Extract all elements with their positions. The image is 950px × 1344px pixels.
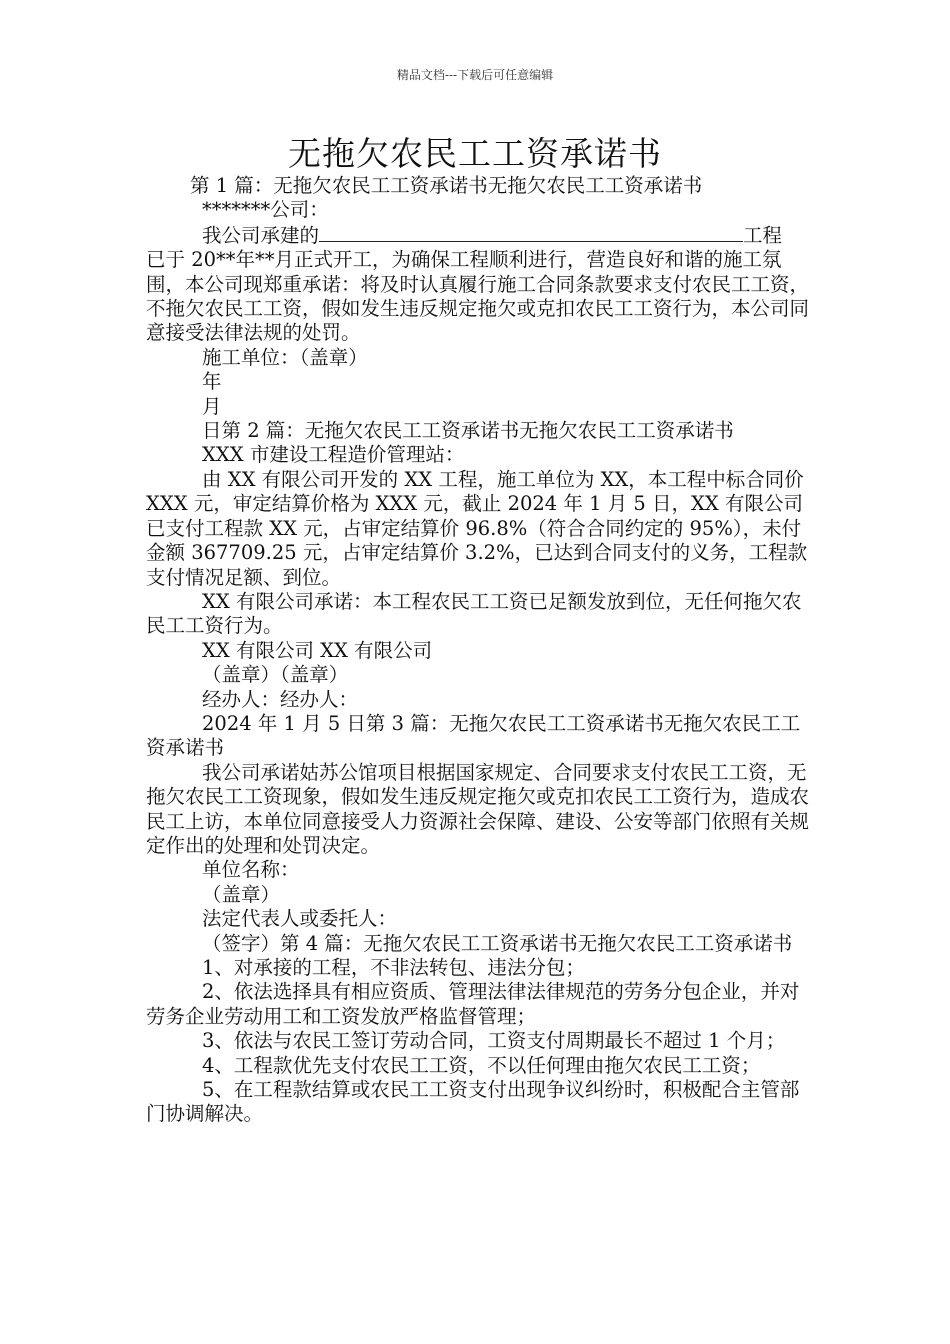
chapter-2-body: 由 XX 有限公司开发的 XX 工程，施工单位为 XX，本工程中标合同价 XXX 元，审定结算价格为 XXX 元，截止 2024 年 1 月 5 日，XX 有限公司已支付工程款 XX 元，占审定结算价 96.8%（符合合同约定的 95%），未付金额 367709.25 元，占审定结算价 3.2%，已达到合同支付的义务，工程款支付情况足额、到位。 [146,467,808,589]
chapter-3-body: 我公司承诺姑苏公馆项目根据国家规定、合同要求支付农民工工资，无拖欠农民工工资现象，假如发生违反规定拖欠或克扣农民工工资行为，造成农民工上访，本单位同意接受人力资源社会保障、建设、公安等部门依照有关规定作出的处理和处罚决定。 [146,760,810,857]
chapter-1-body: 已于 20**年**月正式开工，为确保工程顺利进行，营造良好和谐的施工氛围，本公司现郑重承诺：将及时认真履行施工合同条款要求支付农民工工资，不拖欠农民工工资，假如发生违反规定拖欠或克扣农民工工资行为，本公司同意接受法律法规的处罚。 [146,248,810,345]
chapter-1-intro-line [146,223,810,248]
document-body [146,174,810,1127]
chapter-1-heading: 第 1 篇：无拖欠农民工工资承诺书无拖欠农民工工资承诺书 [190,174,703,197]
intro-suffix: 工程 [743,223,783,247]
chapter-2-companies: XX 有限公司 XX 有限公司 [202,638,433,662]
chapter-1-unit: 施工单位：（盖章） [202,345,368,369]
chapter-2-promise: XX 有限公司承诺：本工程农民工工资已足额发放到位，无任何拖欠农民工工资行为。 [146,589,802,638]
chapter-3-unit-name: 单位名称： [202,858,300,882]
chapter-2-heading: 日第 2 篇：无拖欠农民工工资承诺书无拖欠农民工工资承诺书 [202,419,734,443]
chapter-3-representative: 法定代表人或委托人： [202,907,398,931]
chapter-4-heading: （签字）第 4 篇：无拖欠农民工工资承诺书无拖欠农民工工资承诺书 [202,931,793,955]
chapter-2-handlers: 经办人：经办人： [202,687,359,711]
list-item: 2、依法选择具有相应资质、管理法律法律规范的劳务分包企业，并对劳务企业劳动用工和工资发放严格监督管理； [146,980,800,1028]
chapter-2-addressee: XXX 市建设工程造价管理站： [202,443,465,467]
chapter-1-year: 年 [202,370,222,394]
project-name-blank [319,223,743,242]
list-item: 4、工程款优先支付农民工工资，不以任何理由拖欠农民工工资； [202,1053,761,1077]
document-title: 无拖欠农民工工资承诺书 [288,134,662,173]
intro-prefix: 我公司承建的 [202,223,320,247]
chapter-2-seals: （盖章）（盖章） [202,663,349,687]
list-item: 5、在工程款结算或农民工工资支付出现争议纠纷时，积极配合主管部门协调解决。 [146,1078,800,1126]
list-item: 1、对承接的工程，不非法转包、违法分包； [202,956,585,979]
list-item: 3、依法与农民工签订劳动合同，工资支付周期最长不超过 1 个月； [202,1029,786,1053]
chapter-3-seal: （盖章） [202,882,281,906]
page-header: 精品文档---下载后可任意编辑 [396,68,554,82]
chapter-1-addressee: *******公司： [202,198,329,222]
chapter-1-month: 月 [202,394,222,418]
chapter-3-heading: 2024 年 1 月 5 日第 3 篇：无拖欠农民工工资承诺书无拖欠农民工工资承诺书 [146,711,801,760]
